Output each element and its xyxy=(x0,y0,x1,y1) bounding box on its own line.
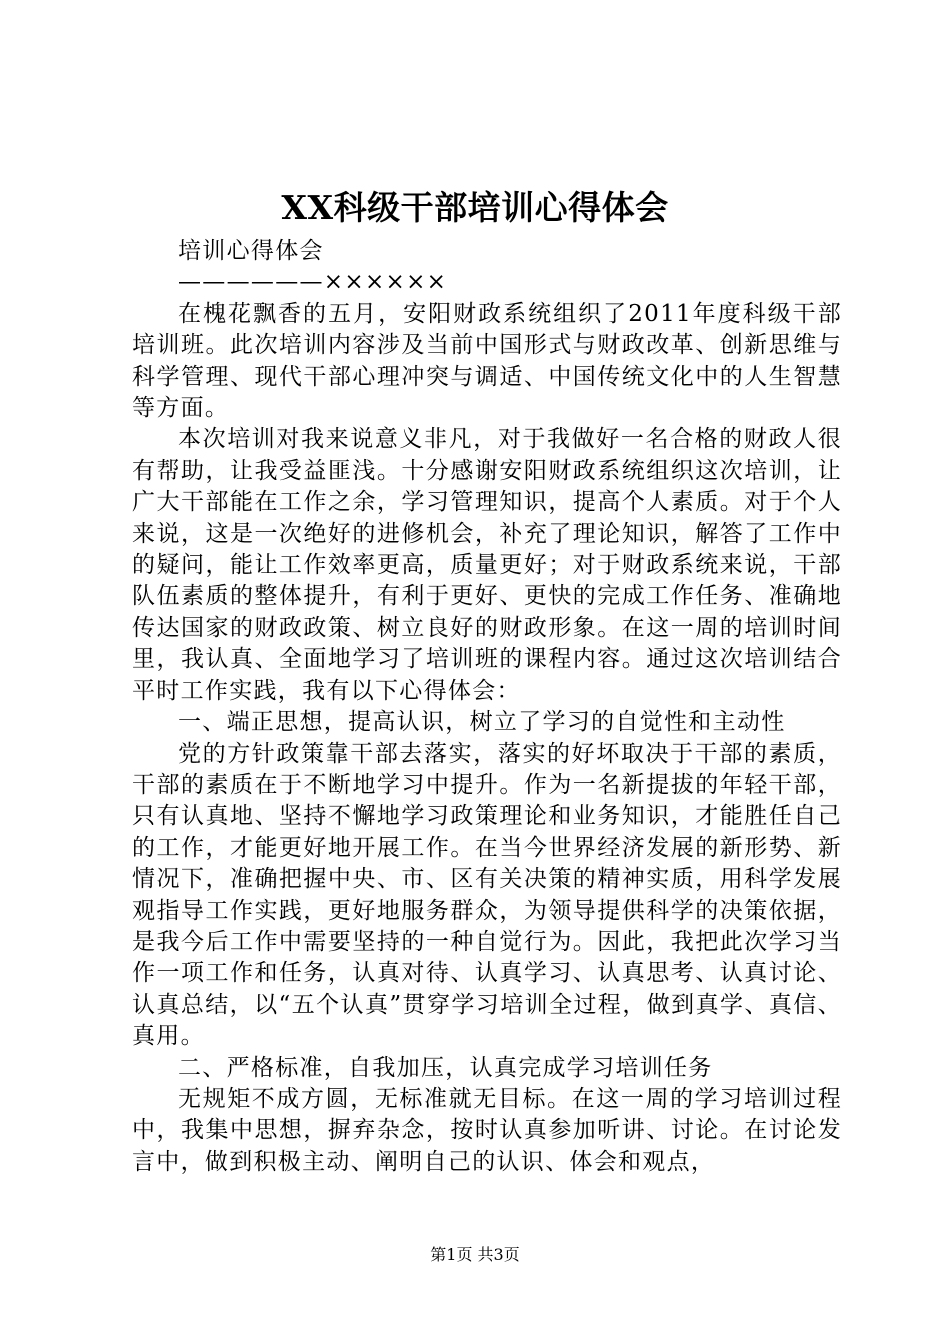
section-heading: 二、严格标准，自我加压，认真完成学习培训任务 xyxy=(178,1054,713,1081)
paragraph-subtitle: 培训心得体会 xyxy=(178,238,324,264)
paragraph: 党的方针政策靠干部去落实，落实的好坏取决于干部的素质，干部的素质在于不断地学习中提升。作为一名新提拔的年轻干部，只有认真地、坚持不懈地学习政策理论和业务知识，才能胜任自己的工作，才能更好地开展工作。在当今世界经济发展的新形势、新情况下，准确把握中央、市、区有关决策的精神实质，用科学发展观指导工作实践，更好地服务群众，为领导提供科学的决策依据，是我今后工作中需要坚持的一种自觉行为。因此，我把此次学习当作一项工作和任务，认真对待、认真学习、认真思考、认真讨论、认真总结，以“五个认真”贯穿学习培训全过程，做到真学、真信、真用。 xyxy=(132,740,842,1050)
document-title: XX科级干部培训心得体会 xyxy=(281,188,669,227)
paragraph: 在槐花飘香的五月，安阳财政系统组织了2011年度科级干部培训班。此次培训内容涉及当前中国形式与财政改革、创新思维与科学管理、现代干部心理冲突与调适、中国传统文化中的人生智慧等方面。 xyxy=(132,300,842,422)
paragraph: 无规矩不成方圆，无标准就无目标。在这一周的学习培训过程中，我集中思想，摒弃杂念，按时认真参加听讲、讨论。在讨论发言中，做到积极主动、阐明自己的认识、体会和观点， xyxy=(132,1085,842,1175)
page-number-footer: 第1页 共3页 xyxy=(430,1245,520,1264)
section-heading: 一、端正思想，提高认识，树立了学习的自觉性和主动性 xyxy=(178,709,786,736)
document-body xyxy=(132,236,842,1178)
paragraph: 本次培训对我来说意义非凡，对于我做好一名合格的财政人很有帮助，让我受益匪浅。十分感谢安阳财政系统组织这次培训，让广大干部能在工作之余，学习管理知识，提高个人素质。对于个人来说，这是一次绝好的进修机会，补充了理论知识，解答了工作中的疑问，能让工作效率更高，质量更好；对于财政系统来说，干部队伍素质的整体提升，有利于更好、更快的完成工作任务、准确地传达国家的财政政策、树立良好的财政形象。在这一周的培训时间里，我认真、全面地学习了培训班的课程内容。通过这次培训结合平时工作实践，我有以下心得体会： xyxy=(132,426,842,704)
paragraph-author: ——————×××××× xyxy=(178,269,448,296)
